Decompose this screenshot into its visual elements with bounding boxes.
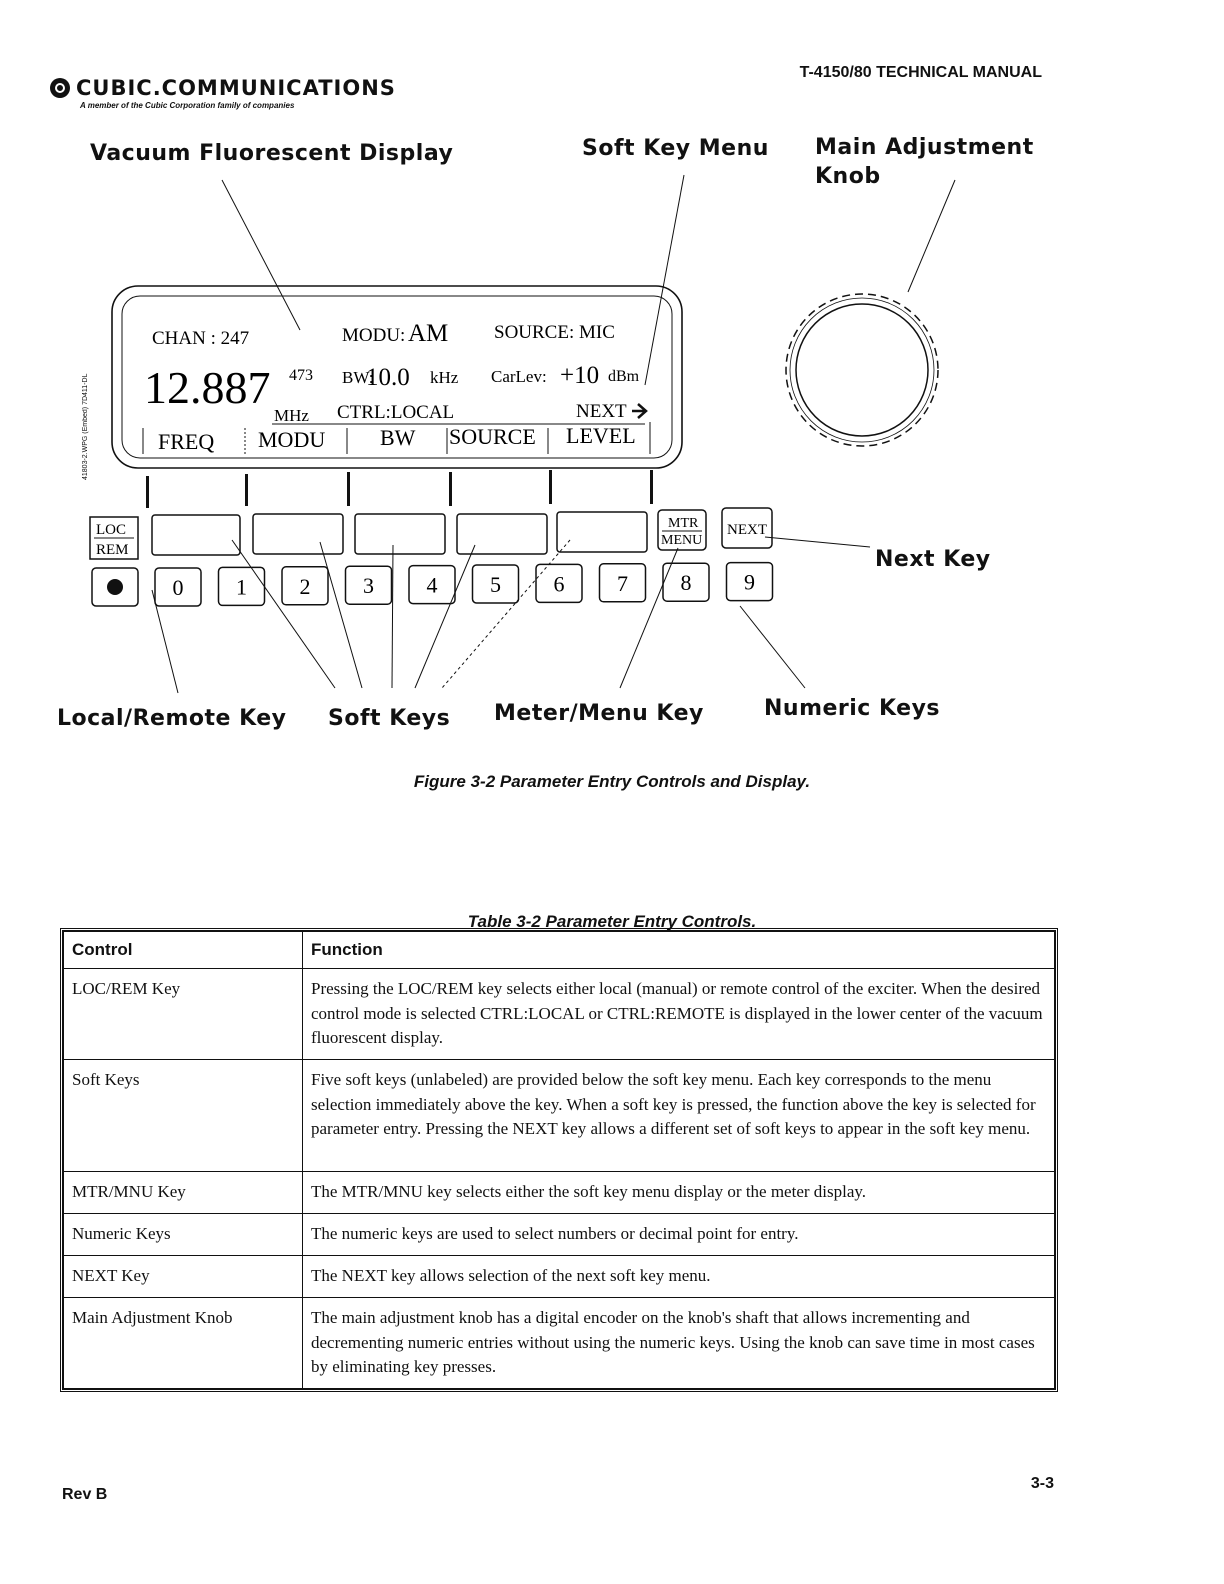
function-cell: The numeric keys are used to select numbers or decimal point for entry.	[303, 1213, 1055, 1255]
table-row	[64, 969, 1055, 1060]
numeric-key-label: 0	[172, 575, 184, 600]
table-caption: Table 3-2 Parameter Entry Controls.	[467, 912, 757, 931]
table-header-row	[64, 932, 1055, 969]
manual-title: T-4150/80 TECHNICAL MANUAL	[799, 64, 1042, 81]
vfd-menu-modu: MODU	[258, 427, 326, 452]
vfd-menu-bw: BW	[380, 425, 416, 450]
softkey-connectors	[146, 470, 653, 508]
rem-label: REM	[96, 542, 129, 558]
numeric-key-label: 8	[680, 570, 692, 596]
vfd-menu-freq: FREQ	[158, 429, 215, 454]
callout-next-key: Next Key	[875, 547, 991, 572]
soft-key-4[interactable]	[457, 514, 547, 554]
brand-tagline: A member of the Cubic Corporation family of companies	[80, 101, 295, 110]
numeric-key-label: 5	[490, 572, 501, 597]
vfd-freq-unit: MHz	[274, 406, 309, 425]
vfd-bw-unit: kHz	[430, 368, 459, 387]
vfd-source: SOURCE: MIC	[494, 322, 615, 343]
callout-soft-key-menu: Soft Key Menu	[582, 136, 769, 161]
vfd-chan: CHAN : 247	[152, 328, 250, 349]
main-adjustment-knob[interactable]	[786, 294, 938, 446]
function-cell: Pressing the LOC/REM key selects either local (manual) or remote control of the exciter. When the desired control mode is selected CTRL:LOCAL or CTRL:REMOTE is displayed in the lower center of the vacuum fluorescent display.	[303, 969, 1055, 1060]
numeric-key-label: 2	[299, 573, 311, 599]
next-arrow-icon	[632, 404, 646, 418]
figure-caption: Figure 3-2 Parameter Entry Controls and Display.	[413, 772, 811, 791]
table-row	[64, 1297, 1055, 1388]
table-row	[64, 1213, 1055, 1255]
soft-key-5[interactable]	[557, 512, 647, 552]
vfd-bw-label: BW:	[342, 368, 374, 387]
callout-vfd: Vacuum Fluorescent Display	[90, 141, 454, 166]
numeric-key-label: 7	[617, 570, 628, 596]
control-cell: Main Adjustment Knob	[64, 1297, 303, 1388]
vfd-carlev-label: CarLev:	[491, 367, 547, 386]
vfd-next: NEXT	[576, 401, 627, 422]
function-cell: The NEXT key allows selection of the next soft key menu.	[303, 1255, 1055, 1297]
numeric-keypad	[155, 563, 773, 606]
menu-label: MENU	[661, 533, 703, 548]
callout-meter-menu-key: Meter/Menu Key	[494, 701, 704, 726]
vfd-ctrl: CTRL:LOCAL	[337, 402, 455, 423]
controls-table	[60, 928, 1058, 1392]
control-cell: Numeric Keys	[64, 1213, 303, 1255]
callout-loc-rem-key: Local/Remote Key	[57, 706, 287, 731]
figure-file-code: 41803-2.WPG (Embed) 7D411-DL	[82, 373, 89, 480]
header-function: Function	[303, 932, 1055, 969]
control-cell: NEXT Key	[64, 1255, 303, 1297]
table-row	[64, 1255, 1055, 1297]
function-cell: Five soft keys (unlabeled) are provided below the soft key menu. Each key corresponds to the menu selection immediately above the key. When a soft key is pressed, the function above the key is selected for parameter entry. Pressing the NEXT key allows a different set of soft keys to appear in the soft key menu.	[303, 1059, 1055, 1171]
front-panel-figure	[0, 0, 1224, 770]
vfd-menu-level: LEVEL	[566, 423, 636, 448]
brand-name: CUBIC.COMMUNICATIONS	[76, 76, 396, 100]
decimal-dot-icon	[107, 579, 123, 595]
vfd-carlev-unit: dBm	[608, 368, 640, 385]
header-control: Control	[64, 932, 303, 969]
numeric-key-label: 6	[553, 571, 565, 597]
vfd-freq-main: 12.887	[144, 362, 271, 413]
control-cell: MTR/MNU Key	[64, 1171, 303, 1213]
control-cell: Soft Keys	[64, 1059, 303, 1171]
revision-label: Rev B	[62, 1486, 108, 1503]
next-key-label: NEXT	[727, 522, 767, 538]
function-cell: The main adjustment knob has a digital encoder on the knob's shaft that allows incrementing and decrementing numeric entries without using the numeric keys. Using the knob can save time in most cases by eliminating key presses.	[303, 1297, 1055, 1388]
callout-knob-line1: Main Adjustment	[815, 135, 1034, 160]
callout-soft-keys: Soft Keys	[328, 706, 451, 731]
soft-key-2[interactable]	[253, 514, 343, 554]
page-number: 3-3	[1030, 1475, 1054, 1492]
vfd-modu-label: MODU:	[342, 325, 406, 346]
mtr-label: MTR	[668, 516, 699, 531]
numeric-key-label: 3	[363, 573, 374, 599]
loc-label: LOC	[96, 522, 126, 538]
soft-key-1[interactable]	[152, 515, 240, 555]
table-row	[64, 1171, 1055, 1213]
numeric-key-label: 1	[236, 574, 247, 600]
control-cell: LOC/REM Key	[64, 969, 303, 1060]
soft-key-3[interactable]	[355, 514, 445, 554]
vfd-freq-sub: 473	[289, 367, 313, 384]
numeric-key-label: 9	[744, 569, 755, 595]
table-row	[64, 1059, 1055, 1171]
vfd-menu-source: SOURCE	[449, 424, 536, 449]
vfd-modu-value: AM	[408, 320, 449, 347]
callout-knob-line2: Knob	[815, 164, 881, 189]
vfd-bw-value: 10.0	[366, 364, 410, 391]
numeric-key-label: 4	[426, 572, 438, 598]
vfd-carlev-value: +10	[560, 362, 600, 389]
callout-numeric-keys: Numeric Keys	[764, 696, 941, 721]
function-cell: The MTR/MNU key selects either the soft key menu display or the meter display.	[303, 1171, 1055, 1213]
